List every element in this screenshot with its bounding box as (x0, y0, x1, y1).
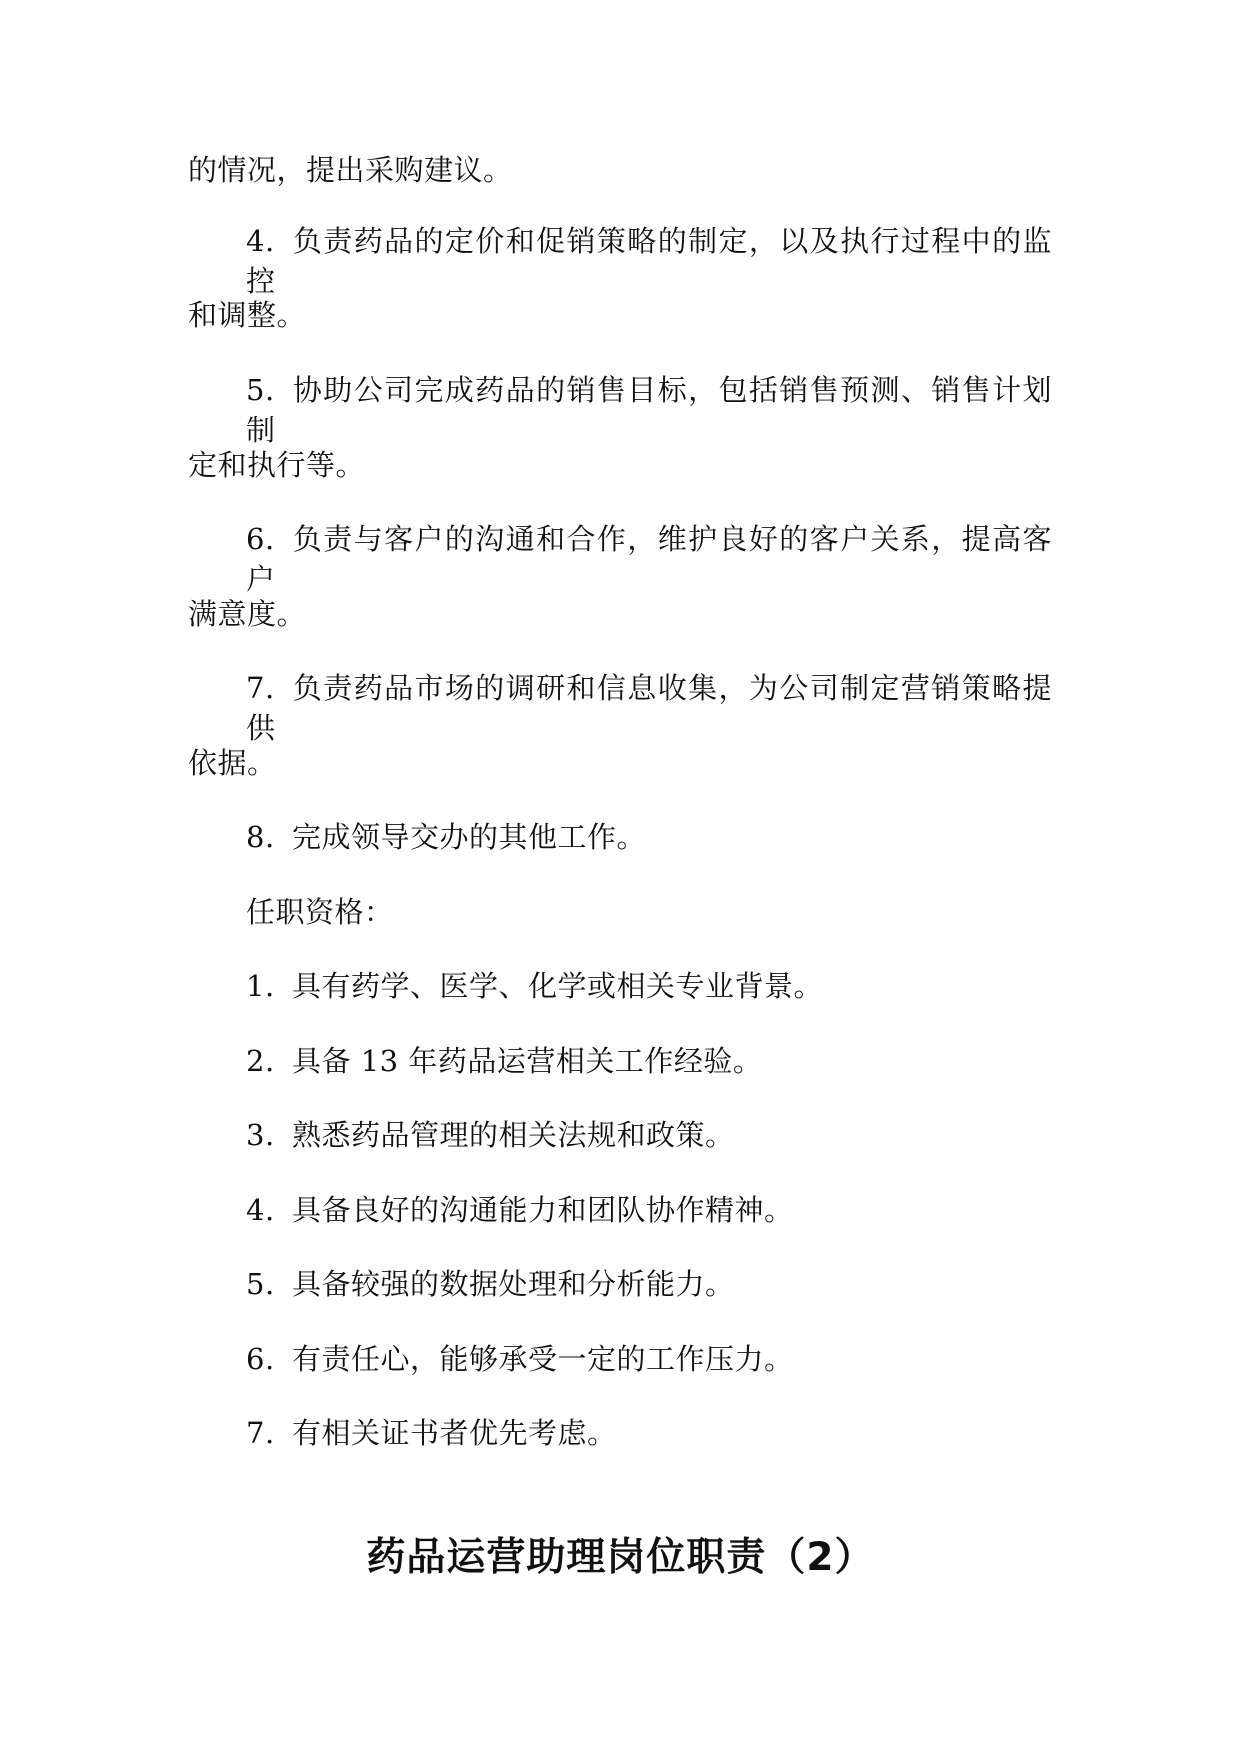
duty-text: 负责药品的定价和促销策略的制定，以及执行过程中的监控 (246, 224, 1052, 298)
duty-item-4-line-2: 和调整。 (188, 298, 307, 332)
duty-text: 负责与客户的沟通和合作，维护良好的客户关系，提高客户 (246, 522, 1052, 596)
duty-number: 4. (246, 224, 275, 258)
continuation-line: 的情况，提出采购建议。 (188, 153, 513, 187)
duty-number: 5. (246, 373, 275, 407)
duty-number: 6. (246, 522, 275, 556)
duty-item-4-line-1 (246, 221, 1052, 301)
qualification-item-4 (246, 1190, 794, 1230)
qualification-text: 具备较强的数据处理和分析能力。 (292, 1267, 735, 1301)
duty-item-8 (246, 817, 646, 857)
qualification-item-2 (246, 1041, 762, 1081)
duty-item-5-line-1 (246, 370, 1052, 450)
duty-item-7-line-2: 依据。 (188, 746, 277, 780)
duty-item-6-line-1 (246, 519, 1052, 599)
qualification-number: 4. (246, 1193, 275, 1227)
qualification-number: 6. (246, 1342, 275, 1376)
qualification-number: 1. (246, 969, 275, 1003)
qualification-text: 具备良好的沟通能力和团队协作精神。 (292, 1193, 794, 1227)
duty-item-5-line-2: 定和执行等。 (188, 448, 366, 482)
duty-item-6-line-2: 满意度。 (188, 597, 307, 631)
qualification-number: 2. (246, 1044, 275, 1078)
duty-text: 完成领导交办的其他工作。 (292, 820, 647, 854)
duty-number: 8. (246, 820, 275, 854)
qualification-number: 7. (246, 1416, 275, 1450)
qualification-number: 5. (246, 1267, 275, 1301)
duty-number: 7. (246, 671, 275, 705)
qualification-item-5 (246, 1264, 735, 1304)
qualification-text: 有责任心，能够承受一定的工作压力。 (292, 1342, 794, 1376)
qualification-item-7 (246, 1413, 617, 1453)
section-title: 药品运营助理岗位职责（2） (366, 1535, 875, 1580)
qualification-text: 熟悉药品管理的相关法规和政策。 (292, 1118, 735, 1152)
qualification-number: 3. (246, 1118, 275, 1152)
qualification-item-3 (246, 1115, 735, 1155)
qualification-item-6 (246, 1339, 794, 1379)
qualification-item-1 (246, 966, 823, 1006)
qualification-text: 有相关证书者优先考虑。 (292, 1416, 617, 1450)
qualification-text: 具备 13 年药品运营相关工作经验。 (292, 1044, 763, 1078)
duty-text: 负责药品市场的调研和信息收集，为公司制定营销策略提供 (246, 671, 1052, 745)
duty-item-7-line-1 (246, 668, 1052, 748)
qualification-text: 具有药学、医学、化学或相关专业背景。 (292, 969, 824, 1003)
qualifications-heading: 任职资格： (246, 895, 394, 929)
duty-text: 协助公司完成药品的销售目标，包括销售预测、销售计划制 (246, 373, 1052, 447)
